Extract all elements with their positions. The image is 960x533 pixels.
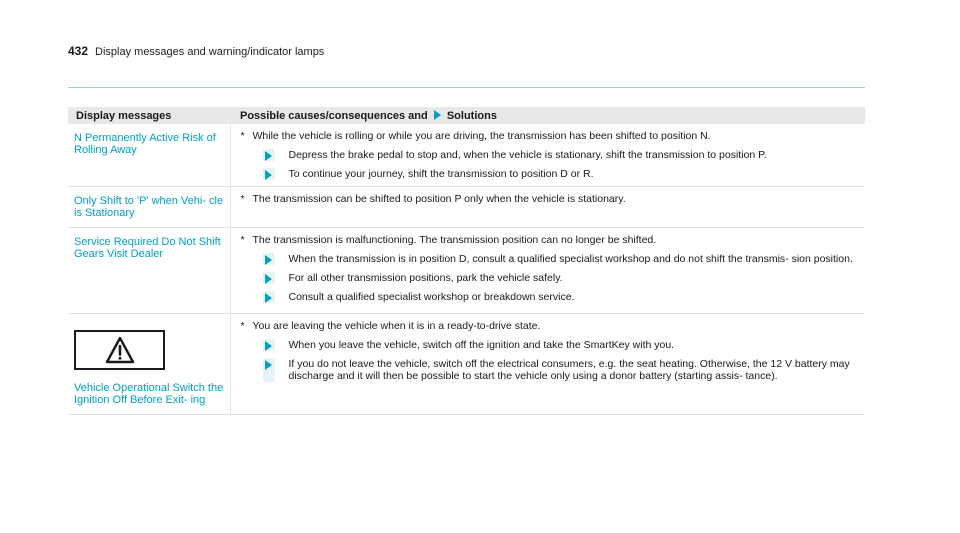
solution-item — [263, 339, 856, 351]
solution-text: If you do not leave the vehicle, switch off the electrical consumers, e.g. the seat heating. Otherwise, the 12 V battery may discharge and it will then be possible to start the vehicle only using a donor battery (starting assis- tance). — [288, 358, 850, 382]
cause-text: You are leaving the vehicle when it is in a ready-to-drive state. — [252, 320, 541, 332]
display-messages-table — [68, 107, 865, 415]
message-name: Vehicle Operational Switch the Ignition Off Before Exit- ing — [74, 382, 224, 406]
solution-arrow-icon — [265, 274, 272, 284]
message-name: Only Shift to 'P' when Vehi- cle is Stationary — [74, 195, 224, 219]
solution-arrow-icon — [265, 360, 272, 370]
cause-text: The transmission is malfunctioning. The transmission position can no longer be shifted. — [252, 234, 657, 246]
warning-triangle-icon — [74, 330, 165, 370]
bullet-asterisk: * — [240, 234, 245, 246]
solution-text: Depress the brake pedal to stop and, when the vehicle is stationary, shift the transmission to position P. — [288, 149, 767, 161]
solution-text: For all other transmission positions, park the vehicle safely. — [288, 272, 563, 284]
solution-arrow-icon — [265, 293, 272, 303]
col-header-display-messages: Display messages — [68, 107, 230, 124]
solution-item — [263, 253, 856, 265]
solution-arrow-icon — [434, 110, 441, 120]
solution-item — [263, 149, 856, 161]
message-name: N Permanently Active Risk of Rolling Away — [74, 132, 216, 156]
table-row — [68, 124, 865, 187]
header-rule — [68, 87, 865, 88]
solution-arrow-icon — [265, 151, 272, 161]
table-row — [68, 187, 865, 228]
page-header — [68, 44, 865, 58]
table-row — [68, 314, 865, 415]
cause-item — [241, 234, 856, 246]
bullet-asterisk: * — [240, 130, 245, 142]
cause-item — [241, 320, 856, 332]
solution-arrow-icon — [265, 341, 272, 351]
table-row — [68, 228, 865, 314]
solution-text: When you leave the vehicle, switch off the ignition and take the SmartKey with you. — [288, 339, 675, 351]
cause-item — [241, 130, 856, 142]
col-header-causes-label: Possible causes/consequences and — [240, 109, 428, 122]
solution-item — [263, 291, 856, 303]
solution-arrow-icon — [265, 170, 272, 180]
page-title: Display messages and warning/indicator lamps — [95, 46, 325, 58]
solution-text: To continue your journey, shift the transmission to position D or R. — [288, 168, 594, 180]
solution-text: Consult a qualified specialist workshop or breakdown service. — [288, 291, 575, 303]
solution-item — [263, 358, 856, 382]
bullet-asterisk: * — [240, 193, 245, 205]
bullet-asterisk: * — [240, 320, 245, 332]
cause-item — [241, 193, 856, 205]
table-header-row — [68, 107, 865, 124]
col-header-causes-solutions — [230, 107, 865, 124]
solution-item — [263, 168, 856, 180]
message-name: Service Required Do Not Shift Gears Visit Dealer — [74, 236, 221, 260]
cause-text: The transmission can be shifted to position P only when the vehicle is stationary. — [252, 193, 626, 205]
col-header-solutions-label: Solutions — [446, 109, 497, 122]
solution-text: When the transmission is in position D, consult a qualified specialist workshop and do not shift the transmis- sion position. — [288, 253, 853, 265]
page-number: 432 — [68, 44, 89, 58]
solution-item — [263, 272, 856, 284]
solution-arrow-icon — [265, 255, 272, 265]
cause-text: While the vehicle is rolling or while you are driving, the transmission has been shifted to position N. — [252, 130, 711, 142]
